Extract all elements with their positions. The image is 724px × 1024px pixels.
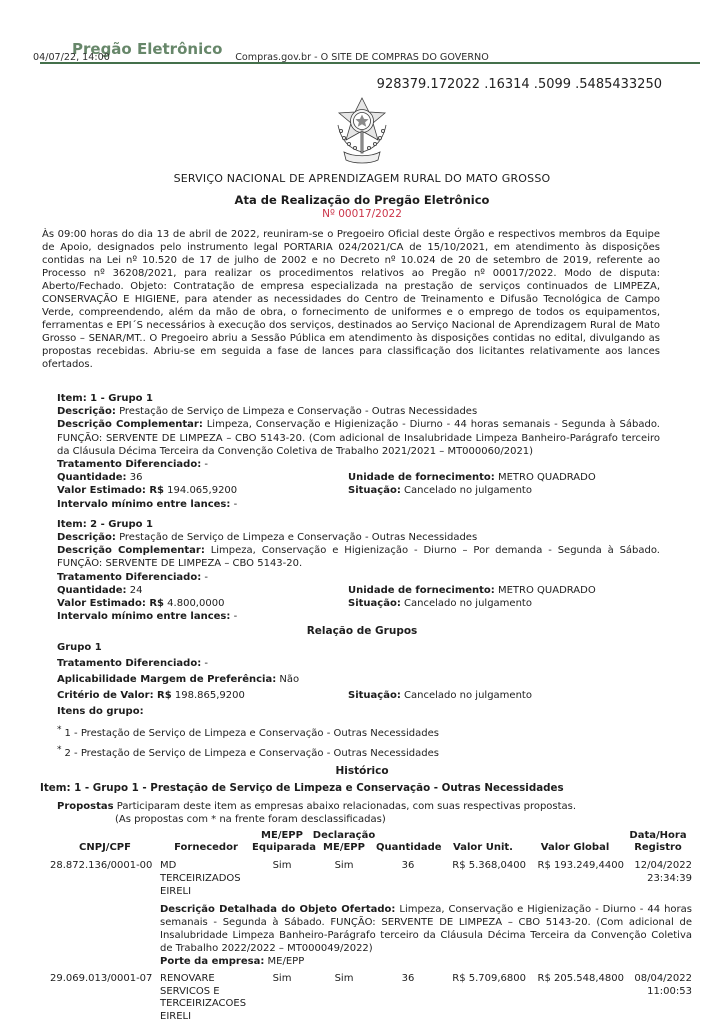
process-code: 928379.172022 .16314 .5099 .5485433250: [376, 77, 662, 92]
organization-name: SERVIÇO NACIONAL DE APRENDIZAGEM RURAL DO MATO GROSSO: [173, 172, 551, 185]
col-header-valor-global: Valor Global: [540, 842, 610, 854]
col-header-me-epp: ME/EPP Equiparada: [252, 830, 317, 854]
cell-cnpj: 29.069.013/0001-07: [50, 972, 153, 984]
quantidade-label: Quantidade:: [57, 472, 127, 484]
cell-valor-unit: R$ 5.709,6800: [452, 972, 526, 984]
cell-valor-global: R$ 193.249,4400: [537, 860, 624, 872]
tratamento-label: Tratamento Diferenciado:: [57, 571, 202, 583]
grupo-item-2: * 2 - Prestação de Serviço de Limpeza e Conservação - Outras Necessidades: [57, 745, 439, 760]
pregao-banner-title: Pregão Eletrônico: [72, 40, 223, 58]
item-2-intervalo: Intervalo mínimo entre lances: -: [57, 611, 238, 623]
document-number: Nº 00017/2022: [322, 208, 402, 220]
document-title: Ata de Realização do Pregão Eletrônico: [234, 193, 490, 207]
cell-quantidade: 36: [401, 860, 415, 872]
item-1-descricao-complementar: Descrição Complementar: Limpeza, Conservação e Higienização - Diurno - 44 horas semanais - Segunda à Sábado. FUNÇÃO: SERVENTE DE LIMPEZA – CBO 5143-20. (Com adicional de Insalubridade Limpeza Banheiro-Parágrafo terceiro da Cláusula Décima Terceira da Convenção Coletiva de Trabalho 2021/2021 – MT000060/2021): [57, 419, 660, 457]
col-header-cnpj: CNPJ/CPF: [79, 842, 131, 854]
quantidade-label: Quantidade:: [57, 584, 127, 596]
tratamento-label: Tratamento Diferenciado:: [57, 658, 202, 670]
situacao-label: Situação:: [348, 485, 401, 497]
proposta-1-descricao-detalhada: Descrição Detalhada do Objeto Ofertado: Limpeza, Conservação e Higienização - Diurno - 44 horas semanais - Segunda à Sábado. FUNÇÃO: SERVENTE DE LIMPEZA – CBO 5143-20. (Com adicional de Insalubridade Limpeza Banheiro-Parágrafo terceiro da Cláusula Décima Terceira da Convenção Coletiva de Trabalho 2022/2022 – MT000049/2022): [160, 903, 692, 954]
propostas-line: Propostas Participaram deste item as empresas abaixo relacionadas, com suas respectivas propostas. (As propostas com * na frente foram desclassificadas): [57, 800, 700, 826]
itens-do-grupo-label: Itens do grupo:: [57, 706, 144, 718]
cell-declaracao: Sim: [334, 972, 354, 984]
item-1-block: [57, 392, 660, 511]
valor-estimado-label: Valor Estimado: R$: [57, 485, 164, 497]
asterisk-marker: *: [57, 725, 62, 736]
tratamento-label: Tratamento Diferenciado:: [57, 459, 202, 471]
item-2-descricao: Descrição: Prestação de Serviço de Limpeza e Conservação - Outras Necessidades: [57, 532, 478, 544]
descricao-label: Descrição:: [57, 406, 116, 418]
item-1-intervalo: Intervalo mínimo entre lances: -: [57, 498, 238, 510]
descricao-label: Descrição:: [57, 532, 116, 544]
porte-empresa-label: Porte da empresa:: [160, 955, 265, 967]
col-header-fornecedor: Fornecedor: [174, 842, 238, 854]
print-site-title: Compras.gov.br - O SITE DE COMPRAS DO GOVERNO: [235, 52, 489, 63]
item-2-situacao: Situação: Cancelado no julgamento: [348, 598, 532, 610]
print-datetime: 04/07/22, 14:00: [33, 52, 110, 63]
intro-paragraph: Às 09:00 horas do dia 13 de abril de 2022, reuniram-se o Pregoeiro Oficial deste Órgão e respectivos membros da Equipe de Apoio, designados pelo instrumento legal PORTARIA 024/2021/CA de 15/10/2021, em atendimento às disposições contidas na Lei nº 10.520 de 17 de julho de 2002 e no Decreto nº 10.024 de 20 de setembro de 2019, referente ao Processo nº 36208/2021, para realizar os procedimentos relativos ao Pregão nº 00017/2022. Modo de disputa: Aberto/Fechado. Objeto: Contratação de empresa especializada na prestação de serviços continuados de LIMPEZA, CONSERVAÇÃO E HIGIENE, para atender as necessidades do Centro de Treinamento e Difusão Tecnológica de Campo Verde, compreendendo, além da mão de obra, o fornecimento de uniformes e o emprego de todos os equipamentos, ferramentas e EPI´S necessários à execução dos serviços, destinados ao Serviço Nacional de Aprendizagem Rural de Mato Grosso – SENAR/MT.. O Pregoeiro abriu a Sessão Pública em atendimento às disposições contidas no edital, divulgando as propostas recebidas. Abriu-se em seguida a fase de lances para classificação dos licitantes relativamente aos lances ofertados.: [42, 229, 660, 370]
proposta-row-1: [50, 860, 692, 898]
proposta-1-porte: Porte da empresa: ME/EPP: [160, 955, 305, 967]
print-header: [33, 52, 691, 65]
cell-me-epp: Sim: [272, 972, 292, 984]
grupos-heading: Relação de Grupos: [306, 625, 418, 638]
grupo-1-title: Grupo 1: [57, 642, 102, 654]
item-2-descricao-complementar: Descrição Complementar: Limpeza, Conservação e Higienização - Diurno – Por demanda - Segunda à Sábado. FUNÇÃO: SERVENTE DE LIMPEZA – CBO 5143-20.: [57, 545, 660, 570]
item-1-title: Item: 1 - Grupo 1: [57, 393, 153, 404]
item-2-valor-estimado: Valor Estimado: R$ 4.800,0000: [57, 598, 225, 610]
item-1-unidade: Unidade de fornecimento: METRO QUADRADO: [348, 472, 596, 484]
col-header-data-hora: Data/Hora Registro: [629, 830, 687, 854]
cell-declaracao: Sim: [334, 860, 354, 872]
item-1-valor-estimado: Valor Estimado: R$ 194.065,9200: [57, 485, 238, 497]
table-header-row: [50, 830, 692, 857]
unidade-label: Unidade de fornecimento:: [348, 584, 495, 596]
grupo-situacao: Situação: Cancelado no julgamento: [348, 690, 532, 702]
intervalo-label: Intervalo mínimo entre lances:: [57, 498, 231, 510]
col-header-valor-unit: Valor Unit.: [453, 842, 513, 854]
col-header-declaracao: Declaração ME/EPP: [312, 830, 376, 854]
propostas-label: Propostas: [57, 801, 114, 813]
cell-me-epp: Sim: [272, 860, 292, 872]
cell-fornecedor: RENOVARE SERVICOS E TERCEIRIZACOES EIRELI: [160, 972, 247, 1023]
propostas-table: [50, 830, 692, 1024]
brazil-coat-of-arms-icon: [332, 97, 392, 167]
cell-valor-unit: R$ 5.368,0400: [452, 860, 526, 872]
situacao-label: Situação:: [348, 690, 401, 702]
cell-valor-global: R$ 205.548,4800: [537, 972, 624, 984]
cell-data-hora: 12/04/2022 23:34:39: [634, 860, 692, 885]
cell-cnpj: 28.872.136/0001-00: [50, 860, 153, 872]
propostas-note: (As propostas com * na frente foram desclassificadas): [115, 814, 386, 826]
grupo-aplicabilidade: Aplicabilidade Margem de Preferência: Não: [57, 674, 300, 686]
historico-item-heading: Item: 1 - Grupo 1 - Prestação de Serviço de Limpeza e Conservação - Outras Necessidades: [40, 782, 564, 795]
grupo-criterio-valor: Critério de Valor: R$ 198.865,9200: [57, 690, 245, 702]
unidade-label: Unidade de fornecimento:: [348, 472, 495, 484]
item-2-quantidade: Quantidade: 24: [57, 584, 143, 596]
intervalo-label: Intervalo mínimo entre lances:: [57, 611, 231, 623]
col-header-quantidade: Quantidade: [376, 842, 442, 854]
item-2-tratamento: Tratamento Diferenciado: -: [57, 571, 209, 583]
grupo-item-1: * 1 - Prestação de Serviço de Limpeza e Conservação - Outras Necessidades: [57, 725, 439, 740]
situacao-label: Situação:: [348, 598, 401, 610]
item-2-unidade: Unidade de fornecimento: METRO QUADRADO: [348, 584, 596, 596]
grupo-tratamento: Tratamento Diferenciado: -: [57, 658, 209, 670]
descricao-detalhada-label: Descrição Detalhada do Objeto Ofertado:: [160, 903, 396, 915]
item-2-title: Item: 2 - Grupo 1: [57, 518, 153, 530]
item-1-tratamento: Tratamento Diferenciado: -: [57, 459, 209, 471]
item-1-descricao: Descrição: Prestação de Serviço de Limpeza e Conservação - Outras Necessidades: [57, 406, 478, 418]
cell-fornecedor: MD TERCEIRIZADOS EIRELI: [160, 860, 241, 898]
aplicabilidade-label: Aplicabilidade Margem de Preferência:: [57, 674, 277, 686]
valor-estimado-label: Valor Estimado: R$: [57, 598, 164, 610]
item-1-situacao: Situação: Cancelado no julgamento: [348, 485, 532, 497]
proposta-row-2: [50, 973, 692, 1024]
item-1-quantidade: Quantidade: 36: [57, 472, 143, 484]
asterisk-marker: *: [57, 745, 62, 756]
criterio-valor-label: Critério de Valor: R$: [57, 690, 172, 702]
grupo-1-block: [57, 640, 660, 720]
item-2-block: [57, 518, 660, 624]
cell-quantidade: 36: [401, 972, 415, 984]
descricao-complementar-label: Descrição Complementar:: [57, 419, 203, 431]
cell-data-hora: 08/04/2022 11:00:53: [634, 972, 692, 997]
descricao-complementar-label: Descrição Complementar:: [57, 545, 205, 557]
historico-heading: Histórico: [335, 765, 389, 778]
